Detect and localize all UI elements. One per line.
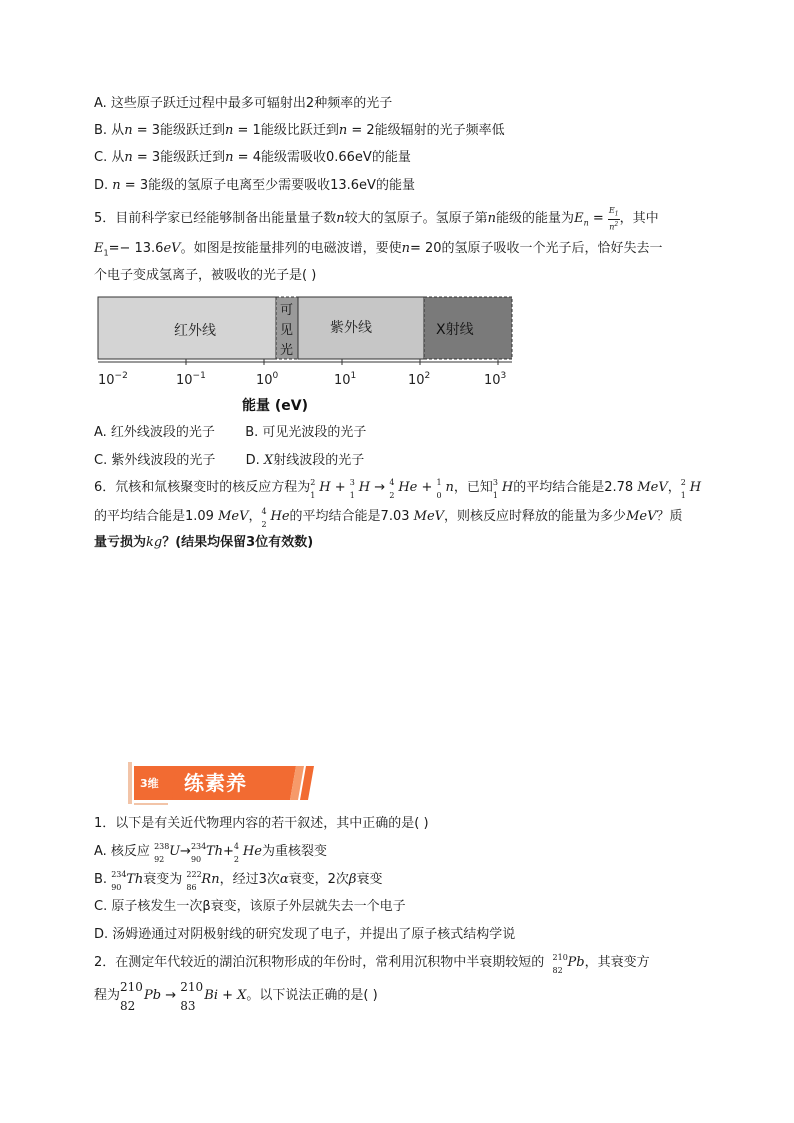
band-label-visible-1: 可: [280, 303, 294, 318]
q5-option-a: A. 红外线波段的光子: [94, 425, 215, 440]
q5-line-3: 个电子变成氢离子，被吸收的光子是( ): [94, 268, 317, 283]
q6-line-3: 量亏损为kg？(结果均保留3位有效数): [94, 535, 314, 550]
q5-options-row-2: [94, 451, 364, 471]
section-title: 练素养: [184, 771, 247, 795]
tick-label-1e-1: $10^{-1}$: [176, 371, 206, 388]
tick-label-1e-2: $10^{-2}$: [98, 371, 128, 388]
tick-label-1e3: $10^3$: [484, 371, 507, 388]
tick-label-1e2: $10^2$: [408, 371, 431, 388]
s1-q2-line-1: 2．在测定年代较近的湖泊沉积物形成的年份时，常利用沉积物中半衰期较短的 210 82 Pb，其衰变方: [94, 953, 650, 975]
q5-line-2: $E_1=- 13.6eV$。如图是按能量排列的电磁波谱，要使n= 20的氢原子吸收一个光子后，恰好失去一: [94, 241, 663, 258]
band-label-visible-3: 光: [280, 343, 294, 358]
band-label-infrared: 红外线: [174, 323, 216, 339]
band-label-visible-2: 见: [280, 323, 294, 338]
s1-q1-option-a: A. 核反应 238 92 U→ 234 90 Th+ 4 2 He为重核裂变: [94, 842, 327, 864]
q4-option-c: C. 从n = 3能级跃迁到n = 4能级需吸收0.66eV的能量: [94, 150, 411, 165]
tick-label-1e1: $10^1$: [334, 371, 357, 388]
band-label-ultraviolet: 紫外线: [330, 320, 372, 336]
s1-q1-option-d: D. 汤姆逊通过对阴极射线的研究发现了电子，并提出了原子核式结构学说: [94, 927, 516, 942]
q6-line-1: 6．氘核和氚核聚变时的核反应方程为 2 1 H + 3 1 H → 4 2 He + 1 0 n，已知 3 1 H的平均结合能是2.78 MeV， 2 1 H: [94, 478, 702, 500]
banner-shadow: [128, 762, 132, 804]
band-label-xray: X射线: [436, 322, 474, 338]
s1-q1-option-b: B. 234 90 Th衰变为 222 86 Rn，经过3次α衰变，2次β衰变: [94, 870, 383, 892]
q4-option-a: A. 这些原子跃迁过程中最多可辐射出2种频率的光子: [94, 96, 393, 111]
q5-option-d: D. X射线波段的光子: [245, 453, 365, 468]
axis-label: 能量 (eV): [242, 398, 309, 414]
s1-q1-stem: 1．以下是有关近代物理内容的若干叙述，其中正确的是( ): [94, 816, 429, 831]
em-spectrum-diagram: [94, 294, 524, 418]
q5-options-row-1: [94, 423, 366, 443]
q5-option-b: B. 可见光波段的光子: [245, 425, 367, 440]
section-badge: 3维: [140, 777, 159, 790]
q5-option-c: C. 紫外线波段的光子: [94, 453, 216, 468]
q6-line-2: 的平均结合能是1.09 MeV， 4 2 He的平均结合能是7.03 MeV，则核反应时释放的能量为多少MeV？质: [94, 507, 683, 529]
tick-label-1e0: $10^0$: [256, 371, 279, 388]
q4-option-b: B. 从n = 3能级跃迁到n = 1能级比跃迁到n = 2能级辐射的光子频率低: [94, 123, 505, 138]
q5-line-1: 5．目前科学家已经能够制备出能量量子数n较大的氢原子。氢原子第n能级的能量为$E_n$ = $\frac{E_1}{n^2}$ ，其中: [94, 206, 659, 232]
s1-q1-option-c: C. 原子核发生一次β衰变，该原子外层就失去一个电子: [94, 899, 406, 914]
s1-q2-line-2: 程为 210 82 Pb → 210 83 Bi + X。以下说法正确的是( ): [94, 980, 378, 1013]
q4-option-d: D. n = 3能级的氢原子电离至少需要吸收13.6eV的能量: [94, 178, 415, 193]
